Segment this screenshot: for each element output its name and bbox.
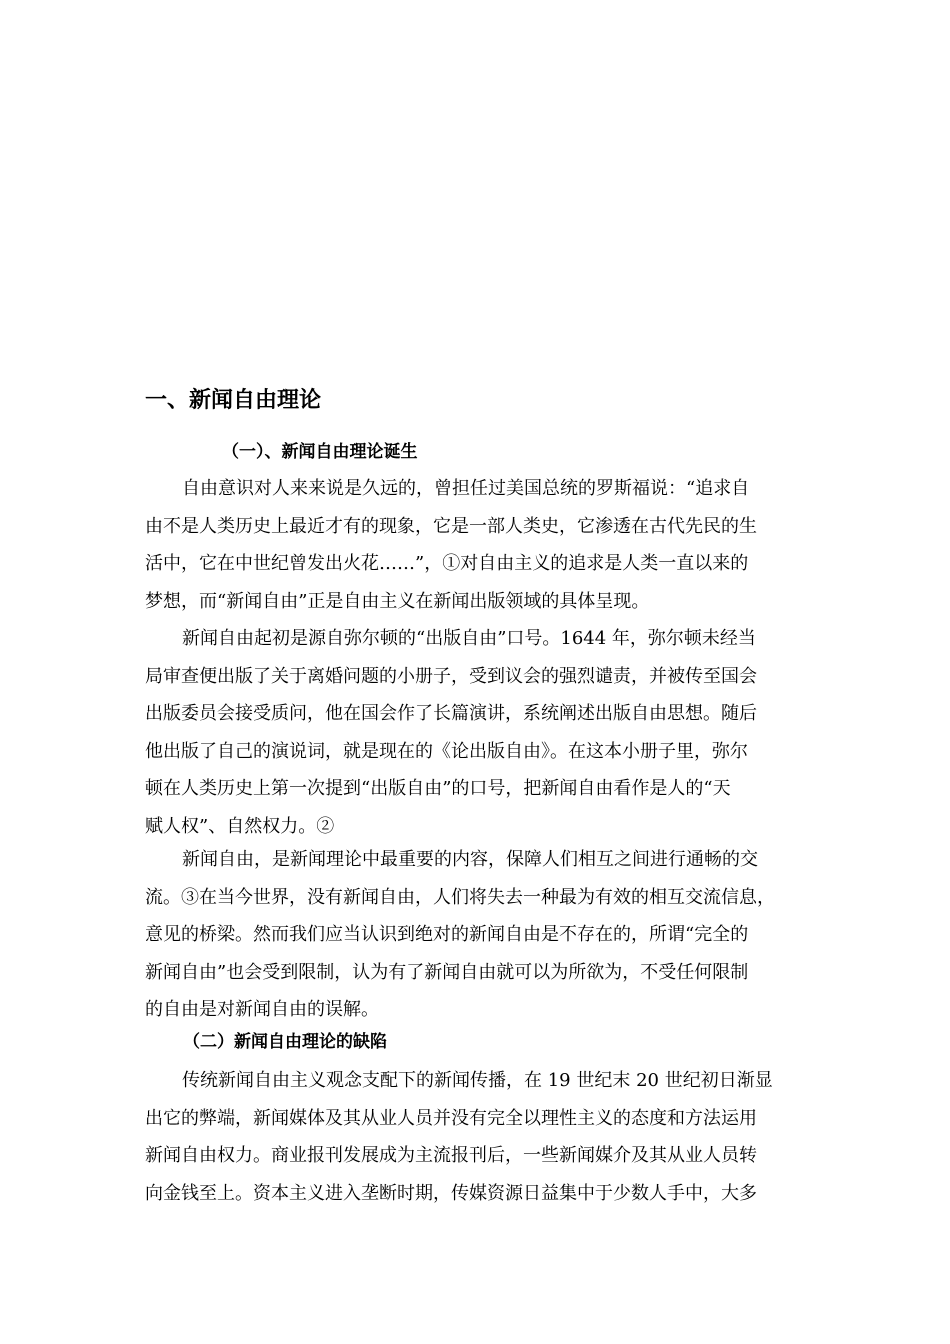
- paragraph-line: 向金钱至上。资本主义进入垄断时期，传媒资源日益集中于少数人手中，大多: [145, 1182, 757, 1204]
- paragraph-line: 顿在人类历史上第一次提到“出版自由”的口号，把新闻自由看作是人的“天: [145, 778, 731, 799]
- paragraph-line: 新闻自由权力。商业报刊发展成为主流报刊后，一些新闻媒介及其从业人员转: [145, 1145, 757, 1166]
- paragraph-line: 他出版了自己的演说词，就是现在的《论出版自由》。在这本小册子里，弥尔: [145, 740, 748, 762]
- paragraph-line: 出它的弊端，新闻媒体及其从业人员并没有完全以理性主义的态度和方法运用: [145, 1107, 757, 1129]
- paragraph-line: 新闻自由”也会受到限制，认为有了新闻自由就可以为所欲为，不受任何限制: [145, 961, 749, 983]
- paragraph-line: 新闻自由起初是源自弥尔顿的“出版自由”口号。1644 年，弥尔顿未经当: [182, 628, 756, 649]
- paragraph-1: [145, 470, 805, 620]
- paragraph-line: 由不是人类历史上最近才有的现象，它是一部人类史，它渗透在古代先民的生: [145, 515, 757, 537]
- paragraph-line: 赋人权”、自然权力。②: [145, 815, 335, 837]
- paragraph-line: 意见的桥梁。然而我们应当认识到绝对的新闻自由是不存在的，所谓“完全的: [145, 924, 749, 945]
- paragraph-line: 活中，它在中世纪曾发出火花……”，①对自由主义的追求是人类一直以来的: [145, 553, 749, 574]
- paragraph-line: 新闻自由，是新闻理论中最重要的内容，保障人们相互之间进行通畅的交: [182, 849, 758, 870]
- section-heading-1: （一）、新闻自由理论诞生: [222, 442, 418, 462]
- paragraph-line: 局审查便出版了关于离婚问题的小册子，受到议会的强烈谴责，并被传至国会: [145, 665, 757, 687]
- paragraph-3: [145, 841, 805, 1029]
- paragraph-2: [145, 620, 805, 845]
- paragraph-line: 的自由是对新闻自由的误解。: [145, 999, 379, 1020]
- chapter-heading: 一、新闻自由理论: [145, 388, 322, 413]
- paragraph-line: 传统新闻自由主义观念支配下的新闻传播，在 19 世纪末 20 世纪初日渐显: [182, 1070, 773, 1091]
- paragraph-4: [145, 1062, 805, 1212]
- paragraph-line: 流。③在当今世界，没有新闻自由，人们将失去一种最为有效的相互交流信息，: [145, 886, 775, 908]
- paragraph-line: 自由意识对人来来说是久远的，曾担任过美国总统的罗斯福说：“追求自: [182, 478, 750, 499]
- paragraph-line: 出版委员会接受质问，他在国会作了长篇演讲，系统阐述出版自由思想。随后: [145, 703, 757, 724]
- paragraph-line: 梦想，而“新闻自由”正是自由主义在新闻出版领域的具体呈现。: [145, 590, 650, 612]
- section-heading-2: （二）新闻自由理论的缺陷: [183, 1032, 387, 1052]
